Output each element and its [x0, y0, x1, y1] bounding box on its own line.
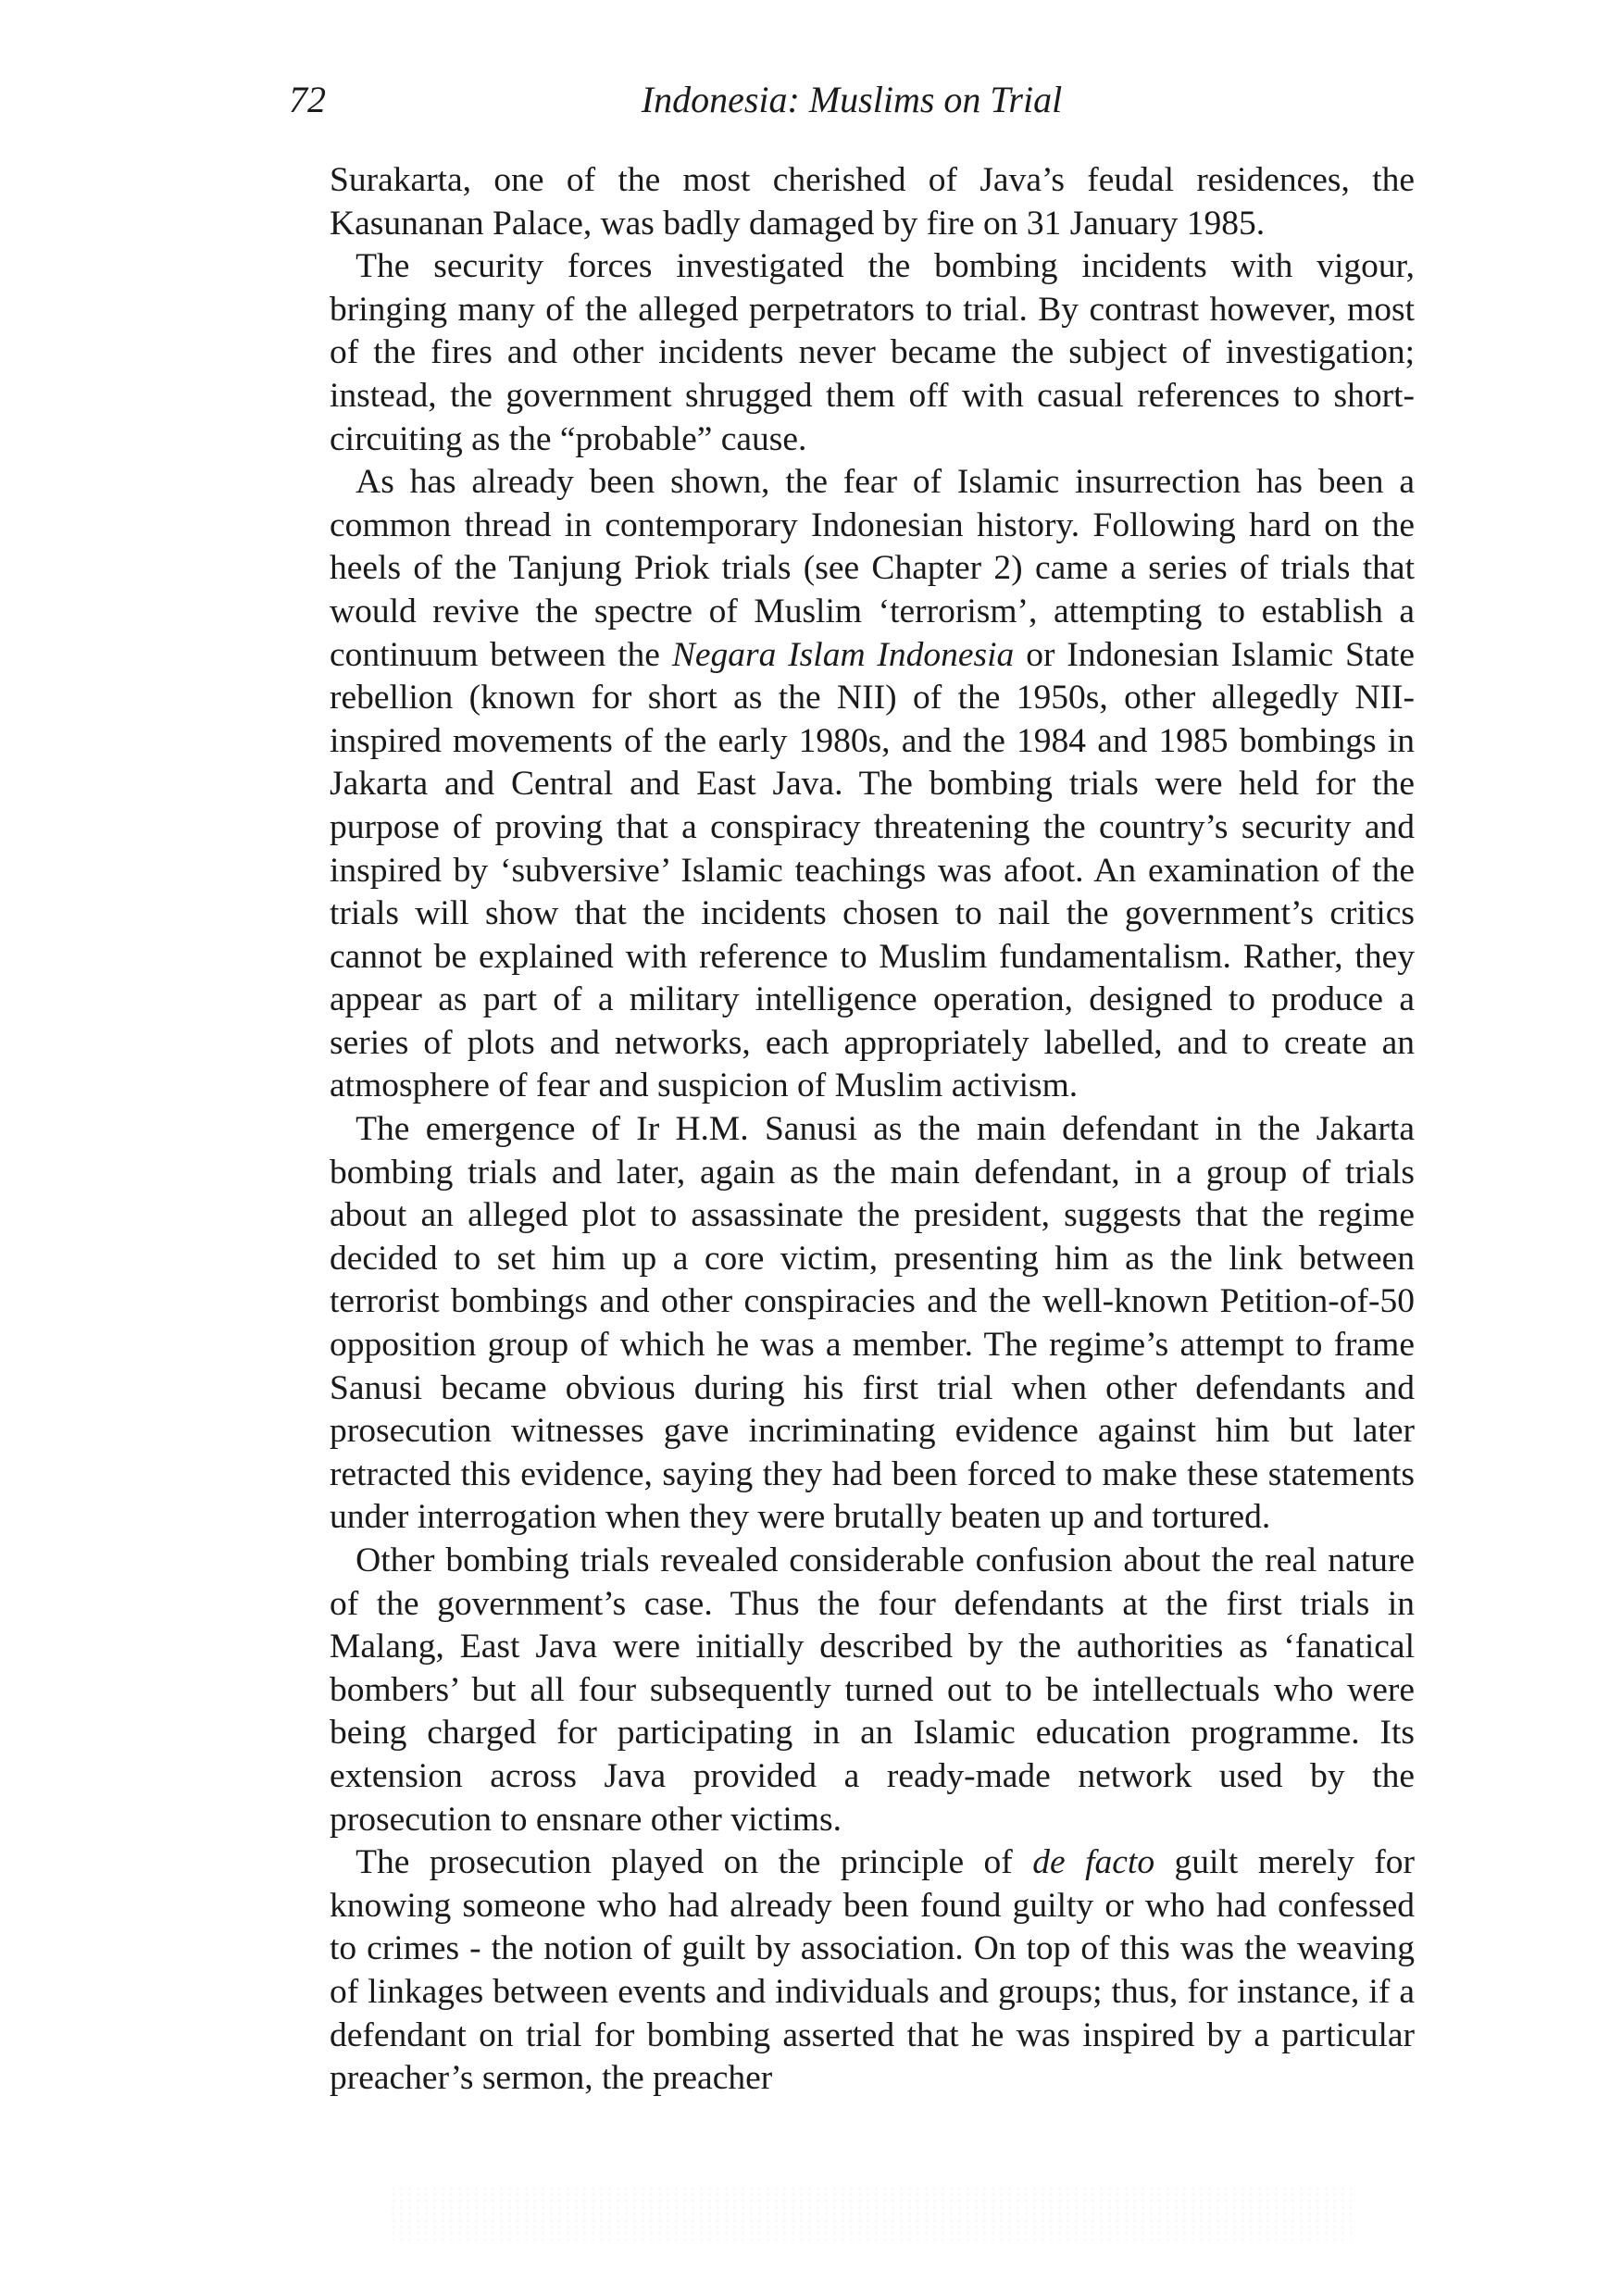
paragraph-5: Other bombing trials revealed considerable confusion about the real nature of the government’s case. Thus the four defendants at the first trials in Malang, East Java were initially described by the authorities as ‘fanatical bombers’ but all four subsequently turned out to be intellectuals who were being charged for participating in an Islamic education programme. Its extension across Java provided a ready-made network used by the prosecution to ensnare other victims.: [330, 1541, 1415, 1839]
paragraph-3-before: As has already been shown, the fear of Islamic insurrection has been a common thread in contemporary Indonesian history. Following hard on the heels of the Tanjung Priok trials (see Chapter 2) came a series of trials that would revive the spectre of Muslim ‘terrorism’, attempting to establish a continuum between the: [330, 463, 1415, 674]
scan-noise: [389, 2185, 1352, 2240]
paragraph-3-after: or Indonesian Islamic State rebellion (known for short as the NII) of the 1950s, other allegedly NII-inspired movements of the early 1980s, and the 1984 and 1985 bombings in Jakarta and Central and East Java. The bombing trials were held for the purpose of proving that a conspiracy threatening the country’s security and inspired by ‘subversive’ Islamic teachings was afoot. An examination of the trials will show that the incidents chosen to nail the government’s critics cannot be explained with reference to Muslim fundamentalism. Rather, they appear as part of a military intelligence operation, designed to produce a series of plots and networks, each appropriately labelled, and to create an atmosphere of fear and suspicion of Muslim activism.: [330, 635, 1415, 1105]
running-title: Indonesia: Muslims on Trial: [641, 79, 1063, 120]
paragraph-3-italic-term: Negara Islam Indonesia: [671, 635, 1015, 674]
paragraph-1: Surakarta, one of the most cherished of Java’s feudal residences, the Kasunanan Palace, was badly damaged by fire on 31 January 1985.: [330, 161, 1415, 243]
paragraph-6-after: guilt merely for knowing someone who had already been found guilty or who had confessed to crimes - the notion of guilt by association. On top of this was the weaving of linkages between events and individuals and groups; thus, for instance, if a defendant on trial for bombing asserted that he was inspired by a particular preacher’s sermon, the preacher: [330, 1843, 1415, 2098]
paragraph-6-italic-term: de facto: [1032, 1843, 1155, 1882]
paragraph-6-before: The prosecution played on the principle of: [356, 1843, 1033, 1882]
page-number: 72: [289, 79, 326, 120]
paragraph-2: The security forces investigated the bombing incidents with vigour, bringing many of the alleged perpetrators to trial. By contrast however, most of the fires and other incidents never became the subject of investigation; instead, the government shrugged them off with casual references to short-circuiting as the “probable” cause.: [330, 247, 1415, 458]
body-text: [330, 159, 1415, 2101]
paragraph-3: [330, 461, 1415, 1108]
running-head: [289, 72, 1415, 128]
paragraph-6: [330, 1841, 1415, 2101]
paragraph-4: The emergence of Ir H.M. Sanusi as the main defendant in the Jakarta bombing trials and later, again as the main defendant, in a group of trials about an alleged plot to assassinate the president, suggests that the regime decided to set him up a core victim, presenting him as the link between terrorist bombings and other conspiracies and the well-known Petition-of-50 opposition group of which he was a member. The regime’s attempt to frame Sanusi became obvious during his first trial when other defendants and prosecution witnesses gave incriminating evidence against him but later retracted this evidence, saying they had been forced to make these statements under interrogation when they were brutally beaten up and tortured.: [330, 1110, 1415, 1537]
